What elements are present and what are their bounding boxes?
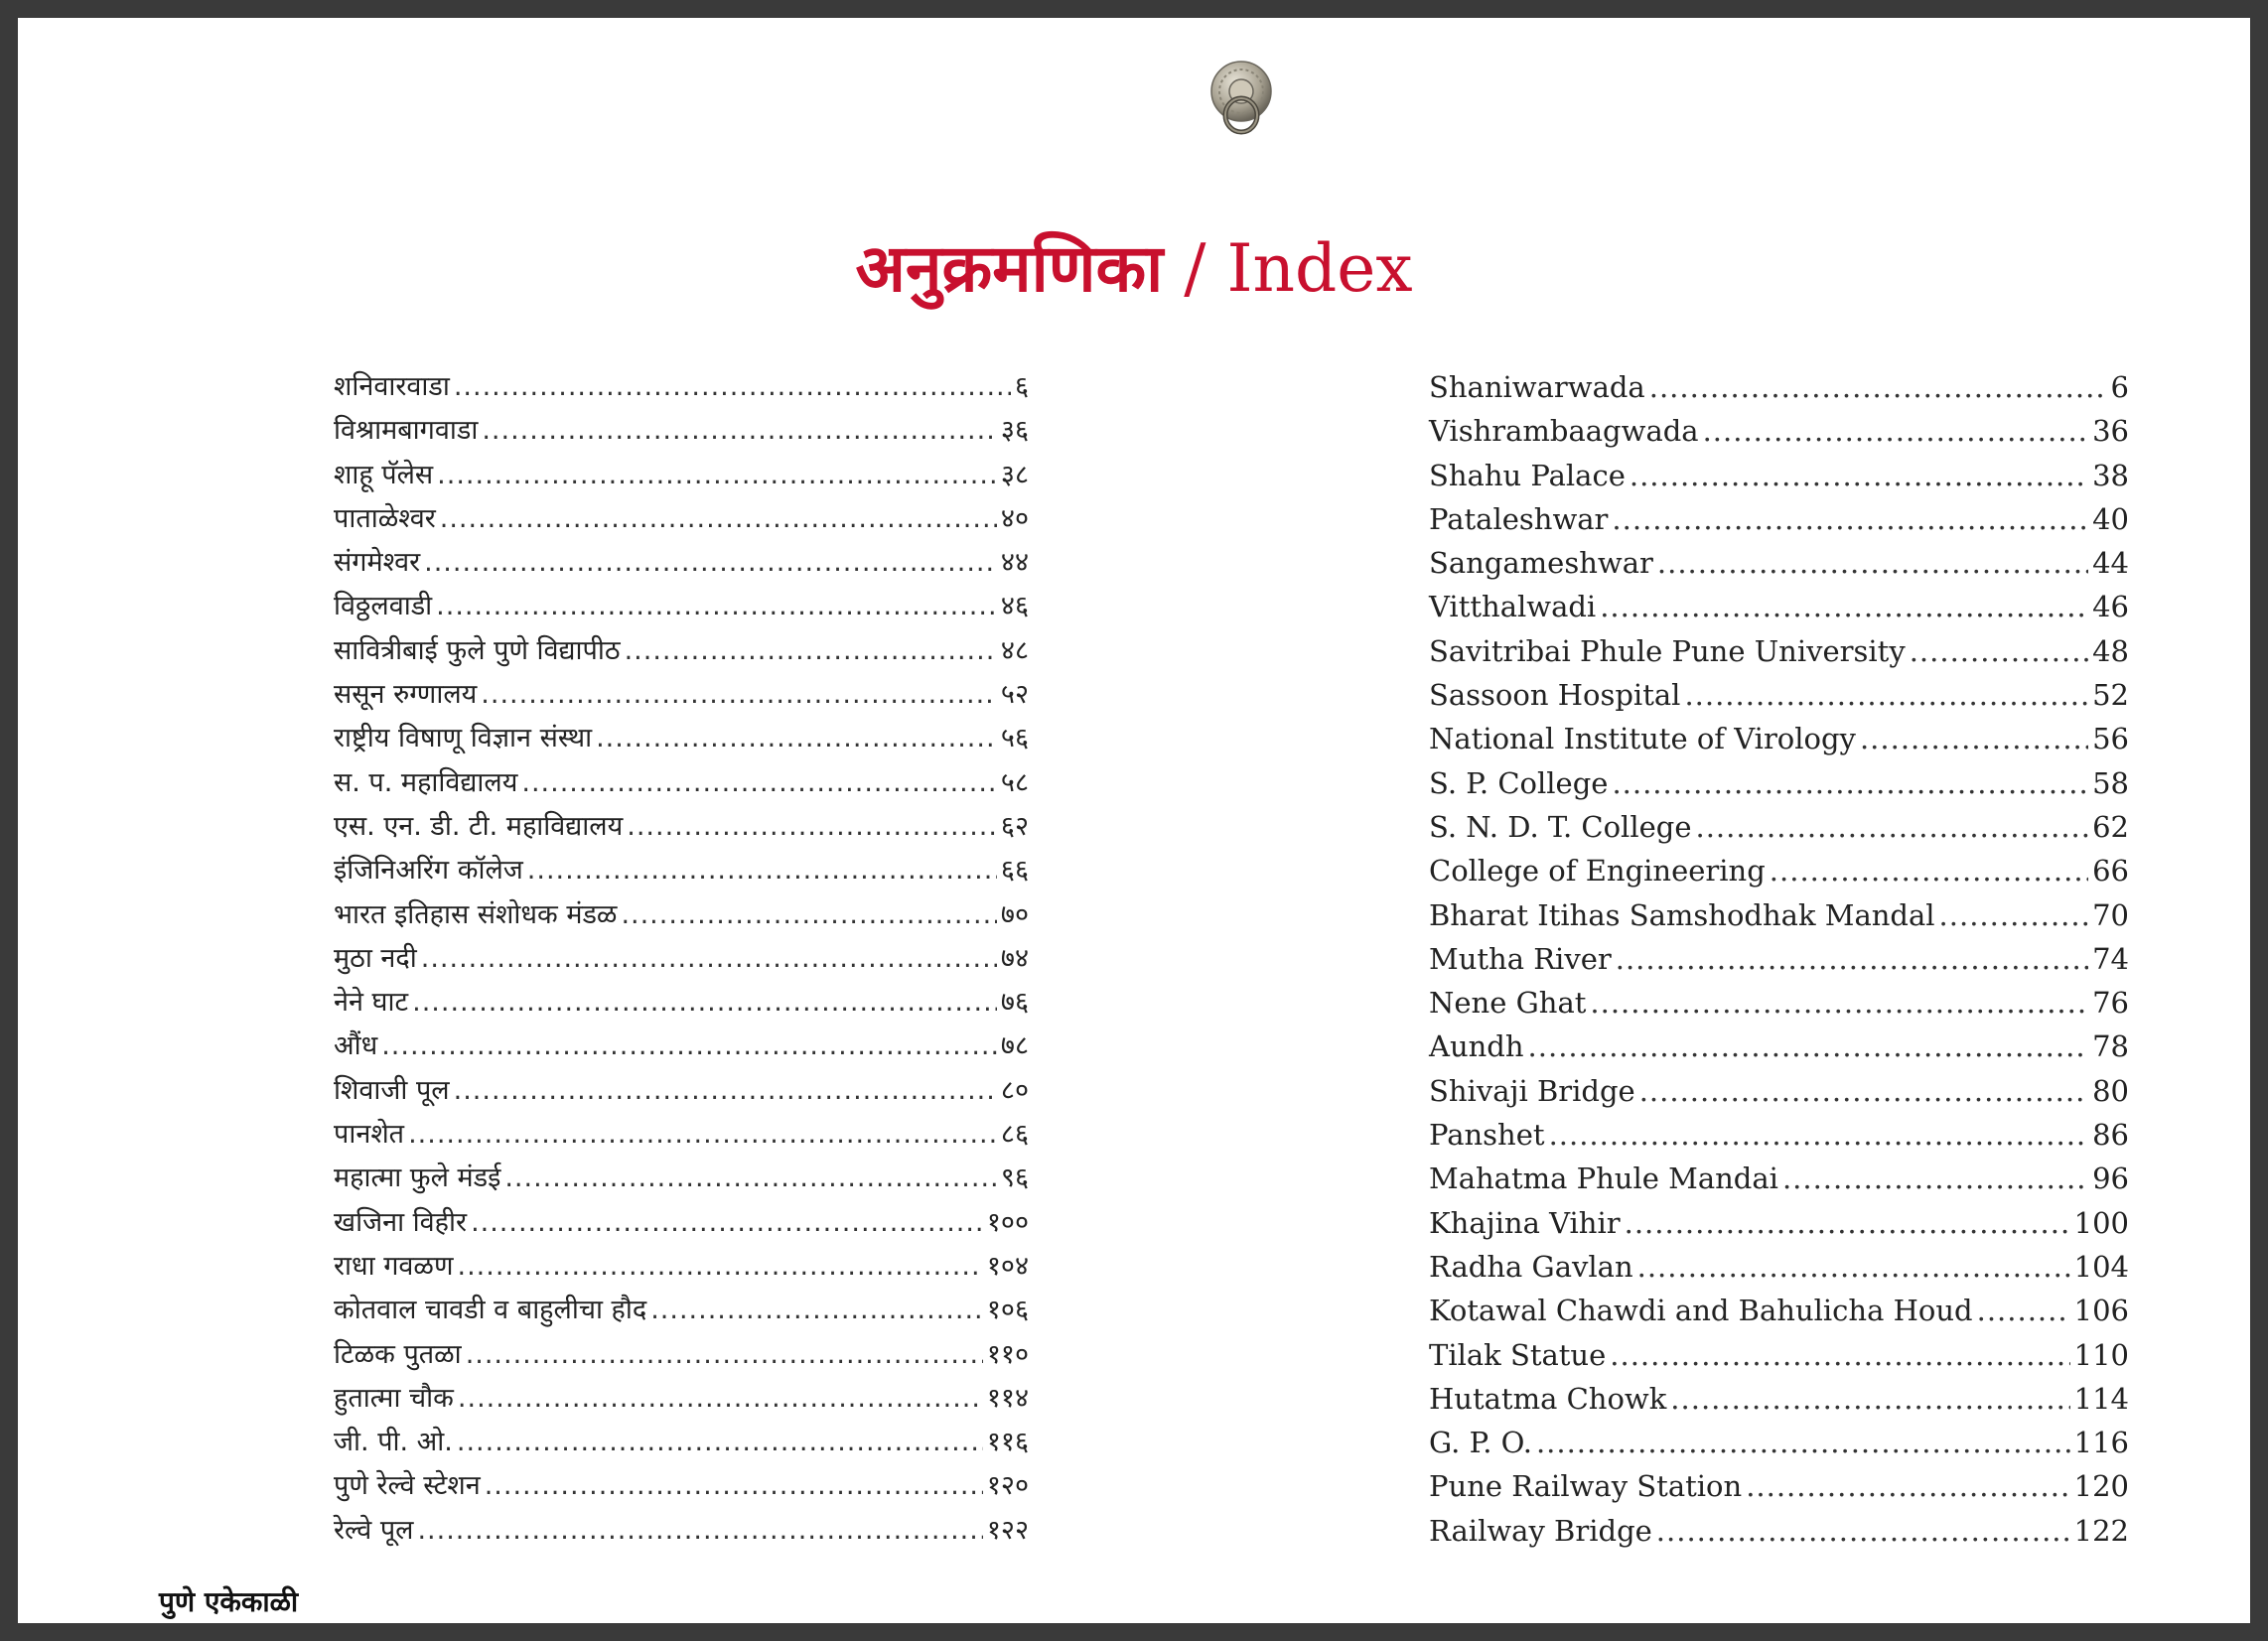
entry-page-number: ३८ bbox=[1000, 459, 1029, 490]
entry-page-number: ७८ bbox=[1000, 1030, 1029, 1062]
entry-page-number: ४४ bbox=[1000, 547, 1029, 579]
entry-page-number: 38 bbox=[2092, 458, 2129, 492]
dot-leader bbox=[1977, 1289, 2070, 1332]
entry-page-number: 122 bbox=[2073, 1513, 2129, 1548]
dot-leader bbox=[440, 497, 997, 541]
entry-title: पाताळेश्वर bbox=[334, 502, 436, 534]
entry-page-number: ८६ bbox=[1000, 1119, 1029, 1151]
index-entry bbox=[334, 1245, 1029, 1289]
index-entry bbox=[1429, 1377, 2129, 1421]
entry-page-number: 48 bbox=[2092, 633, 2129, 668]
entry-page-number: ४६ bbox=[1000, 591, 1029, 622]
entry-title: Shaniwarwada bbox=[1429, 370, 1645, 404]
index-entry bbox=[334, 1464, 1029, 1508]
dot-leader bbox=[1536, 1421, 2070, 1464]
entry-title: Hutatma Chowk bbox=[1429, 1381, 1667, 1416]
entry-page-number: ६ bbox=[1014, 371, 1029, 402]
entry-page-number: १२२ bbox=[986, 1514, 1029, 1546]
entry-title: Nene Ghat bbox=[1429, 986, 1587, 1021]
dot-leader bbox=[596, 717, 997, 760]
dot-leader bbox=[1657, 541, 2088, 585]
entry-page-number: १०४ bbox=[986, 1250, 1029, 1282]
index-entry bbox=[1429, 541, 2129, 585]
dot-leader bbox=[485, 1464, 983, 1508]
entry-page-number: 116 bbox=[2073, 1426, 2129, 1460]
index-entry bbox=[1429, 1113, 2129, 1157]
index-entry bbox=[334, 1201, 1029, 1245]
index-entry bbox=[334, 805, 1029, 849]
entry-title: S. P. College bbox=[1429, 765, 1609, 800]
index-entry bbox=[334, 1509, 1029, 1553]
index-entry bbox=[1429, 761, 2129, 805]
dot-leader bbox=[521, 761, 997, 805]
entry-page-number: 44 bbox=[2092, 546, 2129, 581]
entry-title: Shivaji Bridge bbox=[1429, 1073, 1635, 1108]
entry-page-number: 52 bbox=[2092, 678, 2129, 713]
entry-page-number: 80 bbox=[2092, 1073, 2129, 1108]
index-entry bbox=[1429, 1333, 2129, 1377]
index-entry bbox=[334, 1157, 1029, 1200]
dot-leader bbox=[412, 981, 997, 1025]
dot-leader bbox=[1590, 981, 2088, 1025]
entry-page-number: ६२ bbox=[1000, 810, 1029, 842]
dot-leader bbox=[1639, 1069, 2088, 1113]
entry-page-number: 120 bbox=[2073, 1469, 2129, 1504]
dot-leader bbox=[1746, 1464, 2069, 1508]
entry-title: हुतात्मा चौक bbox=[334, 1382, 454, 1414]
entry-page-number: ८० bbox=[1000, 1074, 1029, 1106]
entry-title: एस. एन. डी. टी. महाविद्यालय bbox=[334, 810, 624, 842]
title-marathi: अनुक्रमणिका bbox=[855, 230, 1164, 307]
entry-page-number: 100 bbox=[2073, 1205, 2129, 1240]
index-entry bbox=[334, 409, 1029, 453]
entry-title: खजिना विहीर bbox=[334, 1206, 468, 1238]
entry-title: शाहू पॅलेस bbox=[334, 459, 434, 490]
entry-title: सावित्रीबाई फुले पुणे विद्यापीठ bbox=[334, 634, 621, 666]
dot-leader bbox=[457, 1245, 982, 1289]
dot-leader bbox=[1616, 937, 2088, 981]
title-english: Index bbox=[1226, 230, 1413, 307]
dot-leader bbox=[454, 365, 1011, 409]
entry-title: Mahatma Phule Mandai bbox=[1429, 1162, 1778, 1196]
index-entry bbox=[334, 849, 1029, 892]
dot-leader bbox=[1649, 365, 2107, 409]
index-entry bbox=[1429, 893, 2129, 937]
dot-leader bbox=[458, 1377, 983, 1421]
dot-leader bbox=[381, 1025, 997, 1068]
entry-title: National Institute of Virology bbox=[1429, 722, 1856, 756]
index-entry bbox=[1429, 1464, 2129, 1508]
marathi-index-list bbox=[334, 365, 1029, 1553]
entry-page-number: ७० bbox=[1000, 898, 1029, 930]
entry-title: Sangameshwar bbox=[1429, 546, 1653, 581]
entry-page-number: 96 bbox=[2092, 1162, 2129, 1196]
entry-title: Panshet bbox=[1429, 1118, 1545, 1153]
index-entry bbox=[334, 1289, 1029, 1332]
entry-title: Khajina Vihir bbox=[1429, 1205, 1621, 1240]
title-separator: / bbox=[1163, 230, 1227, 307]
entry-page-number: ४० bbox=[1000, 502, 1029, 534]
entry-title: विश्रामबागवाडा bbox=[334, 415, 479, 447]
entry-page-number: ११४ bbox=[986, 1382, 1029, 1414]
index-page bbox=[18, 18, 2250, 1623]
dot-leader bbox=[1782, 1157, 2088, 1200]
index-entry bbox=[1429, 805, 2129, 849]
index-entry bbox=[1429, 1025, 2129, 1068]
index-entry bbox=[334, 761, 1029, 805]
entry-title: शनिवारवाडा bbox=[334, 371, 450, 402]
english-index-list bbox=[1429, 365, 2129, 1553]
index-entry bbox=[334, 585, 1029, 628]
index-entry bbox=[334, 365, 1029, 409]
entry-page-number: 6 bbox=[2110, 370, 2129, 404]
entry-page-number: ५६ bbox=[1000, 723, 1029, 754]
dot-leader bbox=[454, 1069, 997, 1113]
entry-page-number: 110 bbox=[2073, 1337, 2129, 1372]
entry-page-number: ९६ bbox=[1000, 1162, 1029, 1194]
entry-page-number: 114 bbox=[2073, 1381, 2129, 1416]
index-entry bbox=[1429, 409, 2129, 453]
dot-leader bbox=[1703, 409, 2089, 453]
dot-leader bbox=[421, 937, 997, 981]
entry-title: कोतवाल चावडी व बाहुलीचा हौद bbox=[334, 1295, 647, 1326]
entry-page-number: १२० bbox=[986, 1470, 1029, 1502]
index-entry bbox=[1429, 1201, 2129, 1245]
entry-title: स. प. महाविद्यालय bbox=[334, 766, 518, 798]
dot-leader bbox=[627, 805, 997, 849]
entry-title: Radha Gavlan bbox=[1429, 1249, 1633, 1284]
entry-title: ससून रुग्णालय bbox=[334, 679, 478, 711]
entry-title: G. P. O. bbox=[1429, 1426, 1532, 1460]
dot-leader bbox=[1860, 717, 2088, 760]
entry-page-number: 58 bbox=[2092, 765, 2129, 800]
entry-title: Railway Bridge bbox=[1429, 1513, 1652, 1548]
dot-leader bbox=[1600, 585, 2088, 628]
entry-page-number: ७६ bbox=[1000, 987, 1029, 1019]
index-entry bbox=[1429, 1069, 2129, 1113]
dot-leader bbox=[436, 585, 997, 628]
entry-title: राष्ट्रीय विषाणू विज्ञान संस्था bbox=[334, 723, 593, 754]
dot-leader bbox=[471, 1201, 983, 1245]
index-entry bbox=[334, 541, 1029, 585]
entry-title: S. N. D. T. College bbox=[1429, 809, 1692, 844]
index-entry bbox=[334, 1421, 1029, 1464]
entry-page-number: ११६ bbox=[986, 1427, 1029, 1458]
entry-page-number: 46 bbox=[2092, 590, 2129, 624]
entry-title: रेल्वे पूल bbox=[334, 1514, 414, 1546]
entry-title: Vitthalwadi bbox=[1429, 590, 1597, 624]
dot-leader bbox=[527, 849, 997, 892]
entry-title: नेने घाट bbox=[334, 987, 409, 1019]
dot-leader bbox=[504, 1157, 997, 1200]
dot-leader bbox=[437, 454, 997, 497]
entry-page-number: ३६ bbox=[1000, 415, 1029, 447]
entry-title: Kotawal Chawdi and Bahulicha Houd bbox=[1429, 1294, 1973, 1328]
index-entry bbox=[1429, 1157, 2129, 1200]
entry-title: महात्मा फुले मंडई bbox=[334, 1162, 501, 1194]
entry-title: Tilak Statue bbox=[1429, 1337, 1607, 1372]
index-entry bbox=[1429, 673, 2129, 717]
index-entry bbox=[1429, 454, 2129, 497]
index-entry bbox=[334, 937, 1029, 981]
entry-page-number: ५२ bbox=[1000, 679, 1029, 711]
dot-leader bbox=[1625, 1201, 2070, 1245]
footer-book-title: पुणे एकेकाळी bbox=[159, 1585, 299, 1618]
entry-title: इंजिनिअरिंग कॉलेज bbox=[334, 855, 523, 887]
entry-title: Pataleshwar bbox=[1429, 501, 1609, 536]
entry-title: Aundh bbox=[1429, 1029, 1524, 1064]
index-entry bbox=[334, 1069, 1029, 1113]
entry-title: Bharat Itihas Samshodhak Mandal bbox=[1429, 897, 1935, 932]
index-entry bbox=[334, 1025, 1029, 1068]
entry-title: विठ्ठलवाडी bbox=[334, 591, 433, 622]
index-entry bbox=[1429, 497, 2129, 541]
entry-title: Sassoon Hospital bbox=[1429, 678, 1681, 713]
entry-page-number: 70 bbox=[2092, 897, 2129, 932]
entry-title: जी. पी. ओ. bbox=[334, 1427, 453, 1458]
index-entry bbox=[334, 497, 1029, 541]
entry-page-number: 86 bbox=[2092, 1118, 2129, 1153]
index-entry bbox=[334, 1113, 1029, 1157]
index-entry bbox=[334, 981, 1029, 1025]
entry-page-number: 104 bbox=[2073, 1249, 2129, 1284]
dot-leader bbox=[424, 541, 997, 585]
entry-title: Savitribai Phule Pune University bbox=[1429, 633, 1906, 668]
entry-page-number: 78 bbox=[2092, 1029, 2129, 1064]
page-title bbox=[18, 224, 2250, 314]
entry-title: Mutha River bbox=[1429, 941, 1612, 976]
entry-page-number: ४८ bbox=[1000, 634, 1029, 666]
dot-leader bbox=[1610, 1333, 2069, 1377]
entry-page-number: 56 bbox=[2092, 722, 2129, 756]
dot-leader bbox=[1612, 497, 2088, 541]
entry-page-number: ७४ bbox=[1000, 942, 1029, 974]
entry-title: पुणे रेल्वे स्टेशन bbox=[334, 1470, 481, 1502]
entry-page-number: १०६ bbox=[986, 1295, 1029, 1326]
index-entry bbox=[334, 629, 1029, 673]
index-entry bbox=[334, 1333, 1029, 1377]
entry-title: संगमेश्वर bbox=[334, 547, 421, 579]
index-entry bbox=[334, 1377, 1029, 1421]
dot-leader bbox=[481, 673, 997, 717]
dot-leader bbox=[466, 1333, 983, 1377]
entry-page-number: 74 bbox=[2092, 941, 2129, 976]
entry-title: भारत इतिहास संशोधक मंडळ bbox=[334, 898, 618, 930]
index-entry bbox=[1429, 629, 2129, 673]
entry-title: College of Engineering bbox=[1429, 854, 1766, 889]
index-entry bbox=[1429, 1421, 2129, 1464]
entry-page-number: ६६ bbox=[1000, 855, 1029, 887]
entry-page-number: 36 bbox=[2092, 414, 2129, 449]
entry-page-number: 106 bbox=[2073, 1294, 2129, 1328]
entry-page-number: १०० bbox=[986, 1206, 1029, 1238]
index-entry bbox=[1429, 1245, 2129, 1289]
dot-leader bbox=[1528, 1025, 2089, 1068]
dot-leader bbox=[1549, 1113, 2089, 1157]
index-entry bbox=[1429, 1289, 2129, 1332]
dot-leader bbox=[1670, 1377, 2069, 1421]
entry-page-number: 76 bbox=[2092, 986, 2129, 1021]
entry-title: Shahu Palace bbox=[1429, 458, 1626, 492]
entry-title: मुठा नदी bbox=[334, 942, 417, 974]
index-entry bbox=[1429, 849, 2129, 892]
entry-page-number: ५८ bbox=[1000, 766, 1029, 798]
dot-leader bbox=[621, 893, 996, 937]
entry-title: शिवाजी पूल bbox=[334, 1074, 450, 1106]
dot-leader bbox=[1656, 1509, 2070, 1553]
entry-page-number: 40 bbox=[2092, 501, 2129, 536]
index-entry bbox=[1429, 937, 2129, 981]
dot-leader bbox=[625, 629, 997, 673]
entry-title: Vishrambaagwada bbox=[1429, 414, 1699, 449]
entry-title: औंध bbox=[334, 1030, 378, 1062]
dot-leader bbox=[417, 1509, 982, 1553]
dot-leader bbox=[1630, 454, 2088, 497]
dot-leader bbox=[650, 1289, 983, 1332]
dot-leader bbox=[1910, 629, 2088, 673]
dot-leader bbox=[1770, 849, 2088, 892]
dot-leader bbox=[1612, 761, 2088, 805]
dot-leader bbox=[1695, 805, 2088, 849]
index-entry bbox=[334, 893, 1029, 937]
dot-leader bbox=[482, 409, 997, 453]
index-entry bbox=[1429, 585, 2129, 628]
index-entry bbox=[334, 717, 1029, 760]
dot-leader bbox=[408, 1113, 997, 1157]
index-entry bbox=[334, 454, 1029, 497]
entry-title: Pune Railway Station bbox=[1429, 1469, 1743, 1504]
dot-leader bbox=[457, 1421, 983, 1464]
dot-leader bbox=[1684, 673, 2088, 717]
dot-leader bbox=[1939, 893, 2089, 937]
index-entry bbox=[1429, 365, 2129, 409]
entry-title: राधा गवळण bbox=[334, 1250, 454, 1282]
entry-page-number: 62 bbox=[2092, 809, 2129, 844]
index-entry bbox=[1429, 981, 2129, 1025]
dot-leader bbox=[1637, 1245, 2070, 1289]
entry-title: पानशेत bbox=[334, 1119, 405, 1151]
door-knocker-icon bbox=[1205, 58, 1277, 141]
index-entry bbox=[1429, 1509, 2129, 1553]
index-entry bbox=[1429, 717, 2129, 760]
index-entry bbox=[334, 673, 1029, 717]
entry-page-number: ११० bbox=[986, 1338, 1029, 1370]
entry-title: टिळक पुतळा bbox=[334, 1338, 462, 1370]
entry-page-number: 66 bbox=[2092, 854, 2129, 889]
